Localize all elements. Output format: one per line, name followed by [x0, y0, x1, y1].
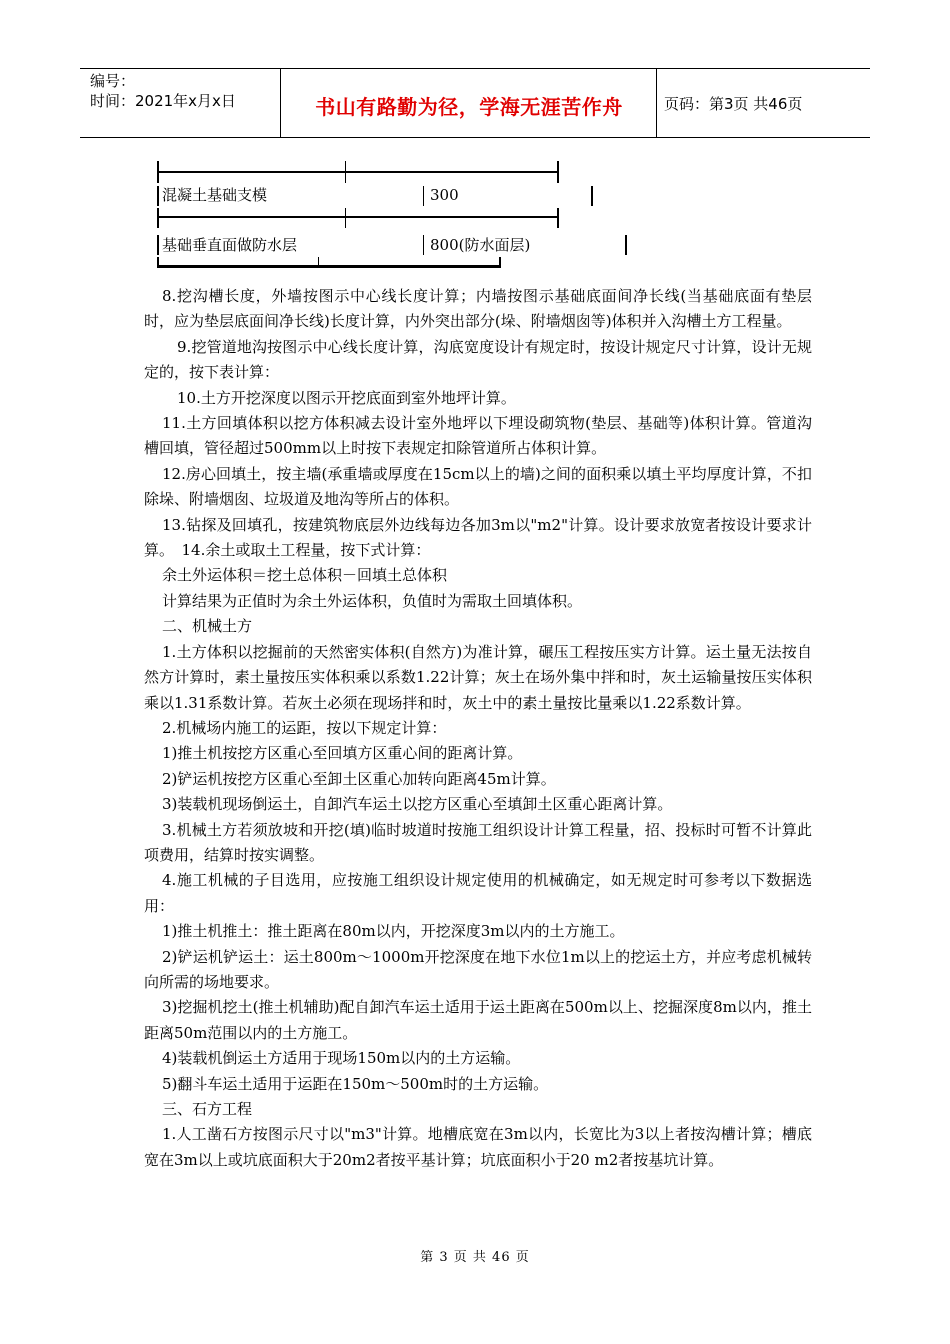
table-tick — [157, 161, 159, 183]
table-rule — [157, 171, 559, 173]
header-page-info: 页码：第3页 共46页 — [664, 95, 803, 113]
row-name: 混凝土基础支模 — [162, 186, 268, 204]
table-tick — [157, 208, 159, 228]
table-tick — [345, 161, 346, 183]
table-tick — [318, 257, 319, 268]
row-value: 300 — [430, 186, 459, 204]
list-item: 2)铲运机按挖方区重心至卸土区重心加转向距离45m计算。 — [162, 769, 556, 788]
table-tick — [157, 186, 159, 206]
list-item: 3)挖掘机挖土(推土机辅助)配自卸汽车运土适用于运土距离在500m以上、挖掘深度8m以内，推土距离50m范围以内的土方施工。 — [144, 998, 812, 1042]
paragraph: 2.机械场内施工的运距，按以下规定计算： — [162, 718, 447, 737]
table-rule — [157, 265, 501, 268]
table-rule — [157, 216, 559, 218]
paragraph: 1.人工凿石方按图示尺寸以"m3"计算。地槽底宽在3m以内，长宽比为3以上者按沟槽计算；槽底宽在3m以上或坑底面积大于20m2者按平基计算；坑底面积小于20 m2者按基坑计算。 — [144, 1125, 812, 1169]
table-tick — [499, 257, 501, 268]
paragraph: 1.土方体积以挖掘前的天然密实体积(自然方)为准计算，碾压工程按压实方计算。运土量无法按自然方计算时，素土量按压实体积乘以系数1.22计算；灰土在场外集中拌和时，灰土运输量按压实体积乘以1.31系数计算。若灰土必须在现场拌和时，灰土中的素土量按比量乘以1.22系数计算。 — [144, 642, 812, 712]
list-item: 1)推土机按挖方区重心至回填方区重心间的距离计算。 — [162, 744, 523, 763]
broken-table — [0, 0, 950, 300]
date-line: 时间：2021年x月x日 — [90, 92, 236, 110]
section-heading: 三、石方工程 — [162, 1100, 253, 1118]
paragraph: 4.施工机械的子目选用，应按施工组织设计规定使用的机械确定，如无规定时可参考以下数据选用： — [144, 871, 812, 915]
paragraph: 11.土方回填体积以挖方体积减去设计室外地坪以下埋设砌筑物(垫层、基础等)体积计算。管道沟槽回填，管径超过500mm以上时按下表规定扣除管道所占体积计算。 — [144, 414, 812, 458]
document-body — [144, 284, 812, 1173]
table-tick — [423, 235, 424, 255]
list-item: 4)装载机倒运土方适用于现场150m以内的土方运输。 — [162, 1049, 521, 1068]
paragraph: 3.机械土方若须放坡和开挖(填)临时坡道时按施工组织设计计算工程量，招、投标时可暂不计算此项费用，结算时按实调整。 — [144, 820, 812, 864]
header-motto: 书山有路勤为径，学海无涯苦作舟 — [315, 95, 623, 119]
table-tick — [591, 186, 593, 206]
row-name: 基础垂直面做防水层 — [162, 236, 298, 254]
paragraph: 计算结果为正值时为余土外运体积，负值时为需取土回填体积。 — [162, 591, 583, 610]
page-footer: 第 3 页 共 46 页 — [420, 1250, 530, 1265]
formula-line: 余土外运体积＝挖土总体积－回填土总体积 — [162, 566, 448, 585]
table-tick — [157, 257, 159, 268]
table-tick — [423, 186, 424, 206]
list-item: 2)铲运机铲运土：运土800m～1000m开挖深度在地下水位1m以上的挖运土方，并应考虑机械转向所需的场地要求。 — [144, 947, 812, 991]
list-item: 1)推土机推土：推土距离在80m以内，开挖深度3m以内的土方施工。 — [162, 922, 625, 941]
paragraph: 10.土方开挖深度以图示开挖底面到室外地坪计算。 — [177, 388, 516, 407]
table-tick — [625, 235, 627, 255]
list-item: 3)装载机现场倒运土，自卸汽车运土以挖方区重心至填卸土区重心距离计算。 — [162, 795, 673, 814]
row-value: 800(防水面层) — [430, 236, 531, 254]
table-tick — [345, 208, 346, 228]
section-heading: 二、机械土方 — [162, 617, 253, 636]
table-tick — [557, 161, 559, 183]
number-label: 编号： — [90, 72, 136, 90]
paragraph: 13.钻探及回填孔，按建筑物底层外边线每边各加3m以"m2"计算。设计要求放宽者按设计要求计算。 14.余土或取土工程量，按下式计算： — [144, 515, 812, 560]
paragraph: 8.挖沟槽长度，外墙按图示中心线长度计算；内墙按图示基础底面间净长线(当基础底面有垫层时，应为垫层底面间净长线)长度计算，内外突出部分(垛、附墙烟囱等)体积并入沟槽土方工程量。 — [144, 287, 812, 331]
paragraph: 12.房心回填土，按主墙(承重墙或厚度在15cm以上的墙)之间的面积乘以填土平均厚度计算，不扣除垛、附墙烟囱、垃圾道及地沟等所占的体积。 — [144, 464, 812, 509]
table-tick — [557, 208, 559, 228]
list-item: 5)翻斗车运土适用于运距在150m～500m时的土方运输。 — [162, 1074, 549, 1093]
paragraph: 9.挖管道地沟按图示中心线长度计算，沟底宽度设计有规定时，按设计规定尺寸计算，设计无规定的，按下表计算： — [144, 337, 812, 382]
table-tick — [157, 235, 159, 255]
